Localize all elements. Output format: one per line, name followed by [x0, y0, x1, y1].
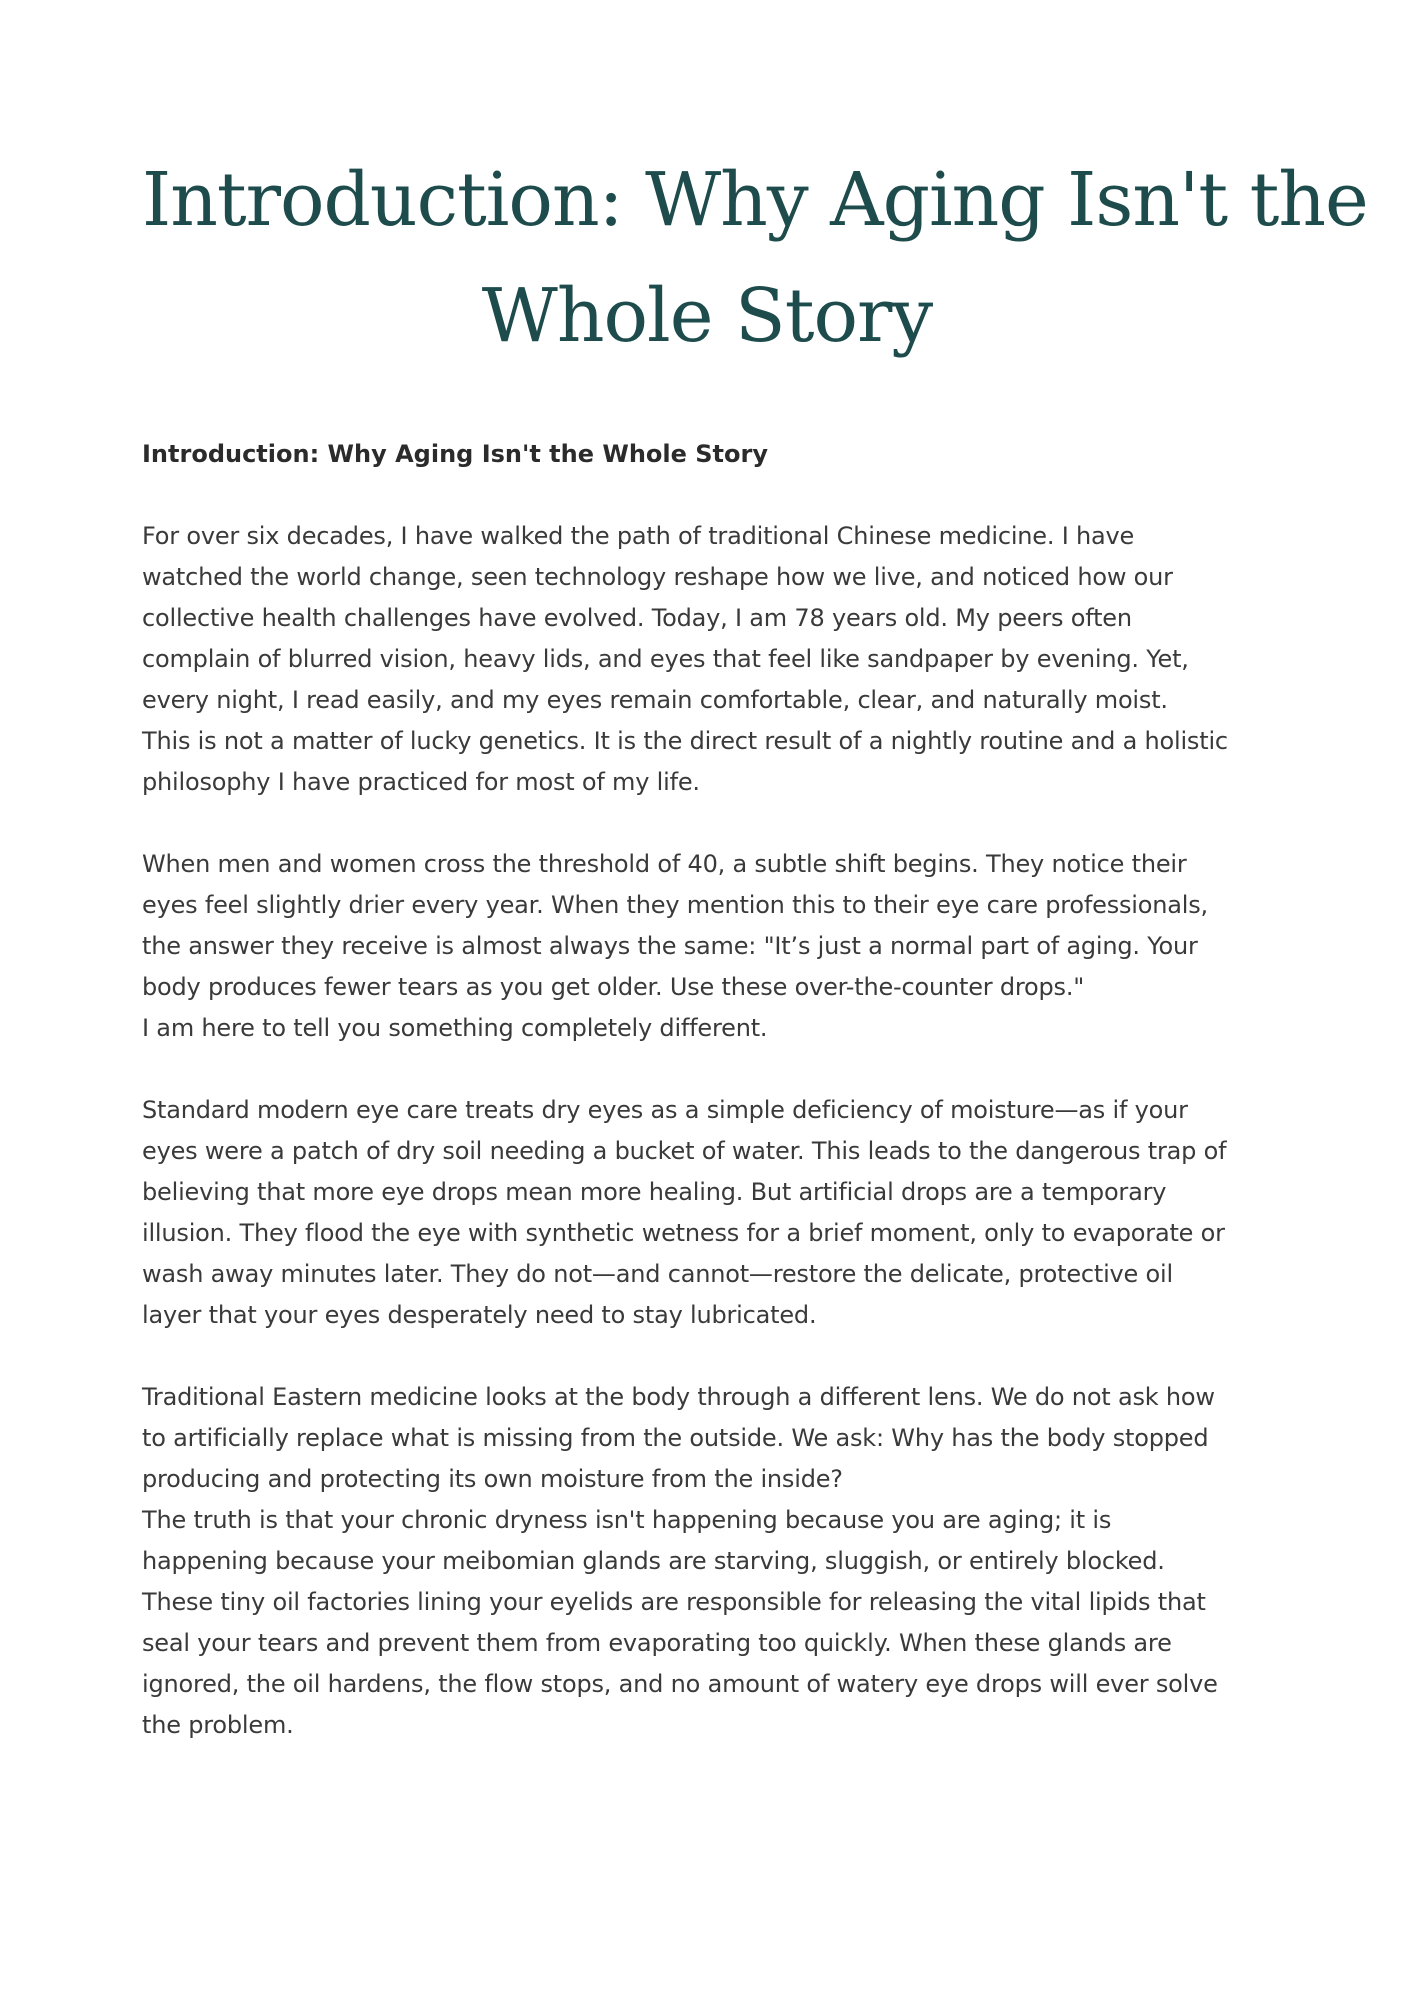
paragraph-line: These tiny oil factories lining your eyelids are responsible for releasing the vital lipids that — [142, 1588, 1206, 1616]
paragraph-line: producing and protecting its own moisture from the inside? — [142, 1465, 843, 1493]
paragraph-line: every night, I read easily, and my eyes remain comfortable, clear, and naturally moist. — [142, 686, 1168, 714]
paragraph-line: The truth is that your chronic dryness isn't happening because you are aging; it is — [142, 1506, 1112, 1534]
paragraph-line: wash away minutes later. They do not—and cannot—restore the delicate, protective oil — [142, 1260, 1173, 1288]
title-line: Whole Story — [481, 273, 933, 359]
paragraph-line: layer that your eyes desperately need to stay lubricated. — [142, 1301, 817, 1329]
title-line: Introduction: Why Aging Isn't the — [142, 157, 1368, 243]
paragraph-line: body produces fewer tears as you get older. Use these over-the-counter drops." — [142, 973, 1085, 1001]
paragraph-line: philosophy I have practiced for most of my life. — [142, 768, 700, 796]
paragraph — [142, 516, 1272, 803]
paragraph-line: believing that more eye drops mean more healing. But artificial drops are a temporary — [142, 1178, 1167, 1206]
page-title — [142, 142, 1368, 374]
paragraph — [142, 1377, 1272, 1746]
paragraph-line: collective health challenges have evolved. Today, I am 78 years old. My peers often — [142, 604, 1132, 632]
paragraph-line: I am here to tell you something completely different. — [142, 1014, 768, 1042]
paragraph-line: Traditional Eastern medicine looks at the body through a different lens. We do not ask how — [142, 1383, 1215, 1411]
paragraph-line: to artificially replace what is missing from the outside. We ask: Why has the body stopped — [142, 1424, 1209, 1452]
body-text — [142, 516, 1272, 1746]
paragraph-line: eyes were a patch of dry soil needing a bucket of water. This leads to the dangerous trap of — [142, 1137, 1227, 1165]
paragraph-line: the answer they receive is almost always the same: "It’s just a normal part of aging. Your — [142, 932, 1198, 960]
paragraph-line: seal your tears and prevent them from evaporating too quickly. When these glands are — [142, 1629, 1172, 1657]
paragraph-line: complain of blurred vision, heavy lids, and eyes that feel like sandpaper by evening. Yet, — [142, 645, 1189, 673]
paragraph-line: watched the world change, seen technology reshape how we live, and noticed how our — [142, 563, 1173, 591]
paragraph-line: ignored, the oil hardens, the flow stops, and no amount of watery eye drops will ever solve — [142, 1670, 1218, 1698]
paragraph-line: When men and women cross the threshold of 40, a subtle shift begins. They notice their — [142, 850, 1187, 878]
paragraph-line: This is not a matter of lucky genetics. It is the direct result of a nightly routine and a holistic — [142, 727, 1228, 755]
paragraph-line: illusion. They flood the eye with synthetic wetness for a brief moment, only to evaporate or — [142, 1219, 1225, 1247]
paragraph-line: happening because your meibomian glands are starving, sluggish, or entirely blocked. — [142, 1547, 1165, 1575]
paragraph-line: For over six decades, I have walked the path of traditional Chinese medicine. I have — [142, 522, 1135, 550]
paragraph-line: the problem. — [142, 1711, 294, 1739]
paragraph — [142, 844, 1272, 1049]
paragraph — [142, 1090, 1272, 1336]
section-heading: Introduction: Why Aging Isn't the Whole Story — [142, 440, 768, 468]
paragraph-line: Standard modern eye care treats dry eyes as a simple deficiency of moisture—as if your — [142, 1096, 1188, 1124]
paragraph-line: eyes feel slightly drier every year. When they mention this to their eye care professionals, — [142, 891, 1208, 919]
